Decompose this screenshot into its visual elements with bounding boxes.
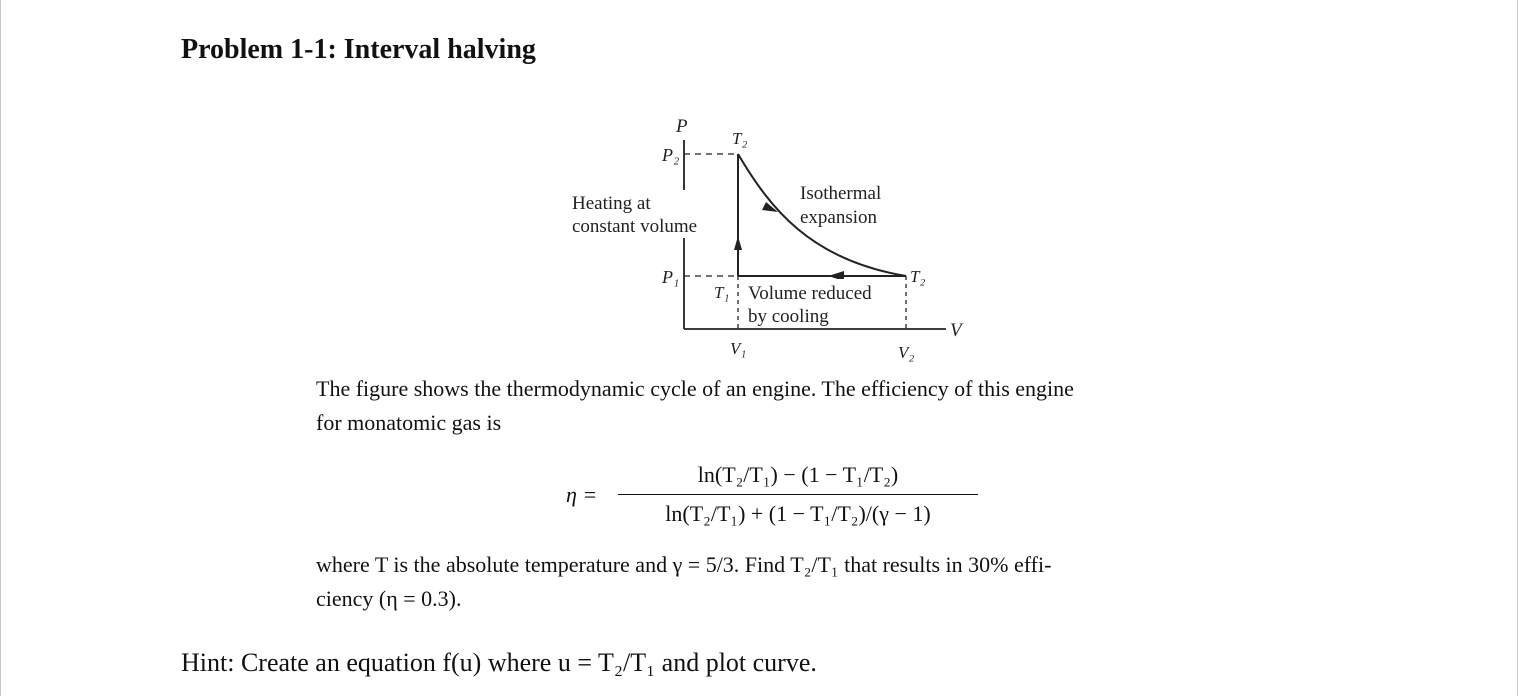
p1-label: P₁ xyxy=(662,267,680,287)
problem-title: Problem 1-1: Interval halving xyxy=(181,34,536,65)
question-line-1: where T is the absolute temperature and γ = 5/3. Find T₂/T₁ that results in 30% effi- xyxy=(316,552,1052,577)
intro-line-2: for monatomic gas is xyxy=(316,410,502,435)
heating-label-line2: constant volume xyxy=(572,216,698,237)
t2-right-label: T₂ xyxy=(910,267,926,286)
t2-top-label: T₂ xyxy=(732,129,748,148)
pv-cycle-diagram xyxy=(560,108,960,372)
heating-arrow-icon xyxy=(734,236,742,250)
efficiency-formula xyxy=(560,458,990,534)
t1-label: T₁ xyxy=(714,283,730,302)
p2-label: P₂ xyxy=(662,145,680,165)
formula-numerator: ln(T₂/T₁) − (1 − T₁/T₂) xyxy=(697,462,899,487)
cooling-label-line2: by cooling xyxy=(748,306,829,327)
question-line-2: ciency (η = 0.3). xyxy=(316,586,462,611)
v-axis-label: V xyxy=(950,320,962,341)
v1-label: V₁ xyxy=(730,339,747,358)
intro-paragraph xyxy=(316,372,1074,440)
cooling-label-line1: Volume reduced xyxy=(748,283,872,304)
hint-text: Hint: Create an equation f(u) where u = T₂/T₁ and plot curve. xyxy=(181,648,817,677)
page-left-edge xyxy=(0,0,1,696)
intro-line-1: The figure shows the thermodynamic cycle of an engine. The efficiency of this engine xyxy=(316,376,1074,401)
p-axis-label: P xyxy=(676,116,688,137)
formula-denominator: ln(T₂/T₁) + (1 − T₁/T₂)/(γ − 1) xyxy=(665,501,931,526)
isothermal-label-line1: Isothermal xyxy=(800,183,882,204)
question-paragraph xyxy=(316,548,1051,616)
heating-label-line1: Heating at xyxy=(572,193,651,214)
fraction-bar xyxy=(618,494,978,495)
isothermal-label-line2: expansion xyxy=(800,207,878,228)
v2-label: V₂ xyxy=(898,343,915,362)
formula-fraction xyxy=(618,458,978,531)
eta-symbol: η = xyxy=(566,482,598,507)
